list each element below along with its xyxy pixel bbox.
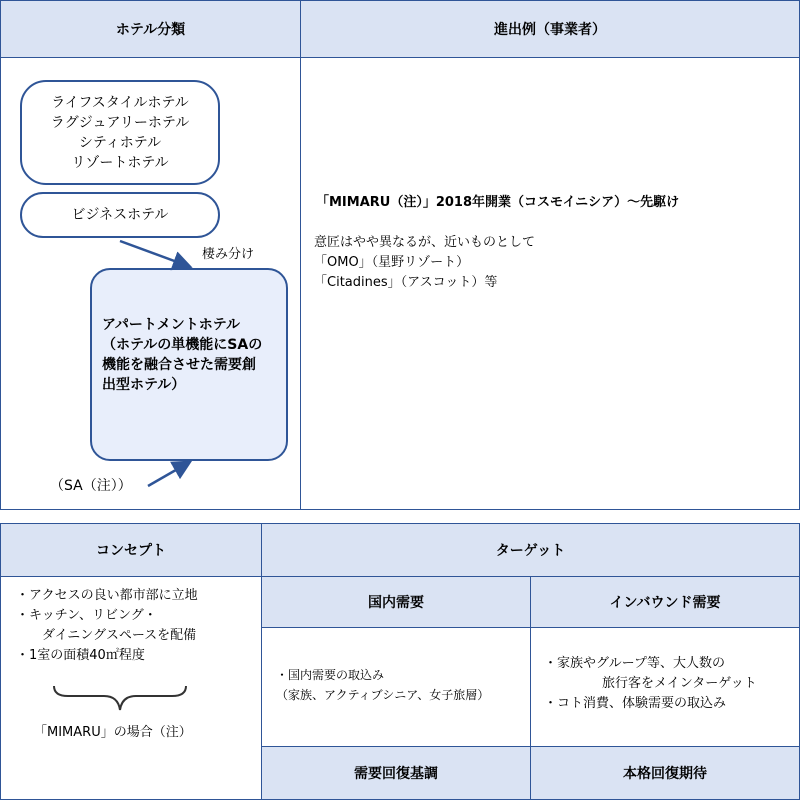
curly-brace-icon <box>50 682 190 714</box>
luxury-hotel-label: ラグジュアリーホテル <box>50 114 190 131</box>
concept-item-dining: ダイニングスペースを配備 <box>42 628 197 643</box>
inbound-item-main-target: 旅行客をメインターゲット <box>602 676 757 691</box>
segregation-label: 棲み分け <box>202 247 255 262</box>
concept-list <box>16 586 198 666</box>
inbound-demand-header <box>530 576 800 628</box>
apartment-hotel-line: （ホテルの単機能にSAの <box>102 337 263 353</box>
example-omo: 「OMO」（星野リゾート） <box>314 255 470 270</box>
resort-hotel-label: リゾートホテル <box>71 154 169 171</box>
domestic-demand-header <box>261 576 531 628</box>
sa-label: （SA（注）） <box>50 478 132 494</box>
examples-list <box>314 233 535 293</box>
domestic-demand-header-text: 国内需要 <box>368 595 424 611</box>
example-intro: 意匠はやや異なるが、近いものとして <box>314 235 536 250</box>
example-citadines: 「Citadines」（アスコット）等 <box>314 275 498 290</box>
domestic-footer-text: 需要回復基調 <box>354 766 438 782</box>
inbound-demand-header-text: インバウンド需要 <box>609 595 721 611</box>
apartment-hotel-line: アパートメントホテル <box>102 317 241 333</box>
business-hotel-label: ビジネスホテル <box>71 207 169 223</box>
example-entrants-header-text: 進出例（事業者） <box>494 22 606 38</box>
domestic-footer <box>261 746 531 800</box>
target-header <box>261 523 800 577</box>
apartment-hotel-line: 機能を融合させた需要創 <box>102 357 256 373</box>
concept-item-area: ・1室の面積40㎡程度 <box>16 648 145 663</box>
mimaru-case-label: 「MIMARU」の場合（注） <box>34 725 192 740</box>
concept-item-kitchen: ・キッチン、リビング・ <box>16 608 157 623</box>
target-header-text: ターゲット <box>495 543 566 559</box>
segregation-arrow <box>120 241 188 266</box>
inbound-footer-text: 本格回復期待 <box>623 766 707 782</box>
lifestyle-hotel-label: ライフスタイルホテル <box>51 94 189 111</box>
sa-arrow <box>148 463 188 486</box>
inbound-footer <box>530 746 800 800</box>
inbound-demand-list <box>544 654 757 714</box>
hotel-category-header-text: ホテル分類 <box>115 22 186 38</box>
domestic-demand-list <box>276 665 489 705</box>
domestic-item-detail: （家族、アクティブシニア、女子旅層） <box>276 688 490 702</box>
concept-header <box>0 523 262 577</box>
inbound-item-groups: ・家族やグループ等、大人数の <box>544 656 725 671</box>
city-hotel-label: シティホテル <box>78 134 162 151</box>
mimaru-title: 「MIMARU（注）」2018年開業（コスモイニシア）〜先駆け <box>316 195 680 210</box>
inbound-item-experience: ・コト消費、体験需要の取込み <box>544 696 727 711</box>
concept-item-location: ・アクセスの良い都市部に立地 <box>16 588 198 603</box>
concept-header-text: コンセプト <box>96 543 166 559</box>
apartment-hotel-line: 出型ホテル） <box>102 377 186 393</box>
domestic-item: ・国内需要の取込み <box>276 668 385 682</box>
